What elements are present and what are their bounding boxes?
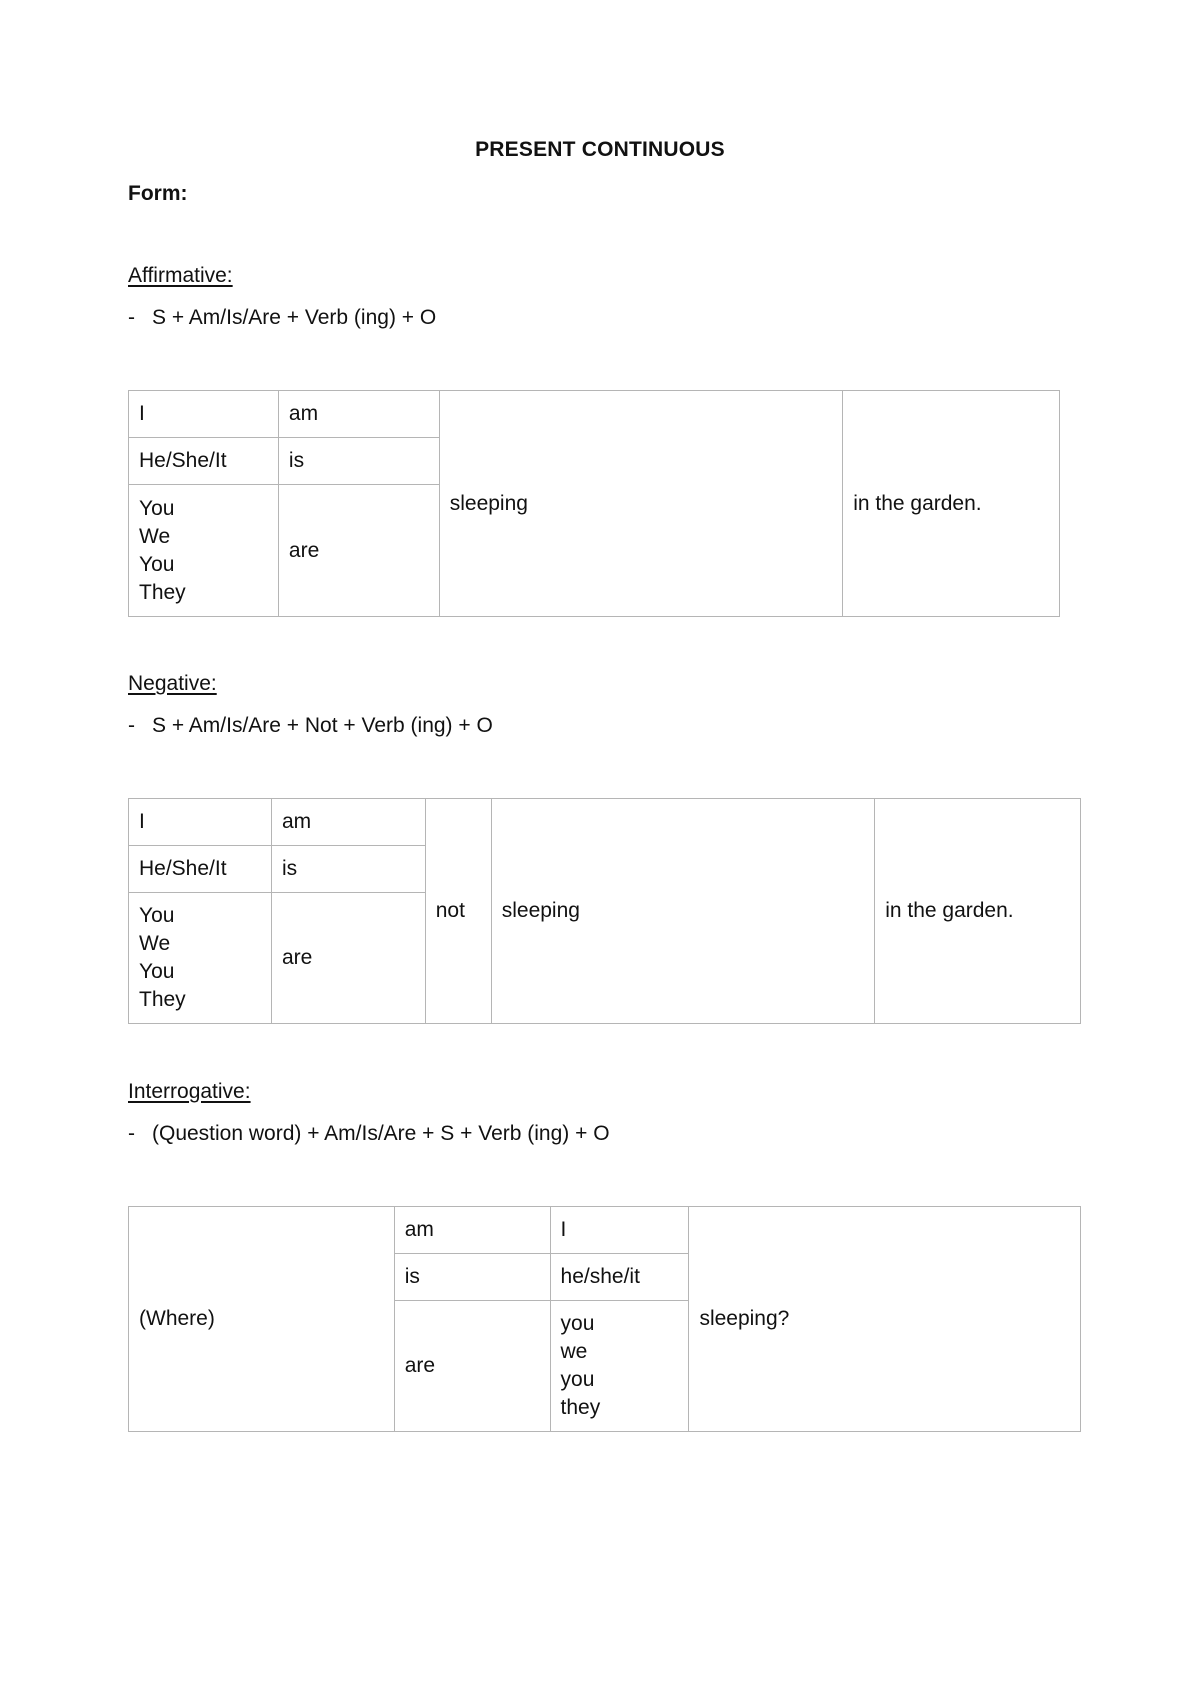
aux-cell: is <box>271 846 425 893</box>
subject-cell: I <box>129 799 272 846</box>
question-word-cell: (Where) <box>129 1207 395 1432</box>
subject-item: You <box>139 960 175 983</box>
not-cell: not <box>425 799 491 1024</box>
subject-item: We <box>139 524 171 548</box>
subject-list-cell <box>550 1301 689 1432</box>
verb-cell: sleeping <box>439 391 842 617</box>
negative-formula <box>128 714 493 738</box>
interrogative-formula <box>128 1122 610 1146</box>
aux-cell: are <box>278 485 439 617</box>
subject-cell: I <box>550 1207 689 1254</box>
aux-cell: is <box>394 1254 550 1301</box>
verb-cell: sleeping <box>491 799 874 1024</box>
subject-item: You <box>139 552 175 576</box>
bullet-dash: - <box>128 714 135 737</box>
subject-item: they <box>560 1396 601 1419</box>
verb-cell: sleeping? <box>689 1207 1081 1432</box>
affirmative-heading: Affirmative: <box>128 264 233 287</box>
subject-item: We <box>139 932 171 955</box>
negative-table <box>128 798 1081 1024</box>
aux-cell: am <box>394 1207 550 1254</box>
table-row <box>129 391 1060 438</box>
aux-cell: is <box>278 438 439 485</box>
subject-item: They <box>139 988 186 1011</box>
aux-cell: am <box>278 391 439 438</box>
affirmative-formula <box>128 306 436 330</box>
subject-cell: I <box>129 391 279 438</box>
negative-heading: Negative: <box>128 672 217 695</box>
affirmative-table <box>128 390 1060 617</box>
table-row <box>129 799 1081 846</box>
formula-text: S + Am/Is/Are + Verb (ing) + O <box>152 306 437 329</box>
subject-list-cell <box>129 893 272 1024</box>
bullet-dash: - <box>128 306 135 329</box>
table-row <box>129 1207 1081 1254</box>
subject-item: you <box>560 1368 595 1391</box>
interrogative-heading: Interrogative: <box>128 1080 251 1103</box>
subject-list-cell <box>129 485 279 617</box>
subject-cell: He/She/It <box>129 438 279 485</box>
object-cell: in the garden. <box>843 391 1060 617</box>
interrogative-table <box>128 1206 1081 1432</box>
aux-cell: are <box>394 1301 550 1432</box>
subject-item: You <box>139 904 175 927</box>
bullet-dash: - <box>128 1122 135 1145</box>
form-label: Form: <box>128 182 188 205</box>
subject-item: You <box>139 496 175 520</box>
formula-text: (Question word) + Am/Is/Are + S + Verb (ing) + O <box>152 1122 610 1145</box>
page-title: PRESENT CONTINUOUS <box>475 138 725 161</box>
subject-cell: he/she/it <box>550 1254 689 1301</box>
formula-text: S + Am/Is/Are + Not + Verb (ing) + O <box>152 714 493 737</box>
subject-cell: He/She/It <box>129 846 272 893</box>
aux-cell: are <box>271 893 425 1024</box>
subject-item: you <box>560 1312 595 1335</box>
object-cell: in the garden. <box>875 799 1081 1024</box>
subject-item: They <box>139 580 186 604</box>
subject-item: we <box>560 1340 588 1363</box>
aux-cell: am <box>271 799 425 846</box>
